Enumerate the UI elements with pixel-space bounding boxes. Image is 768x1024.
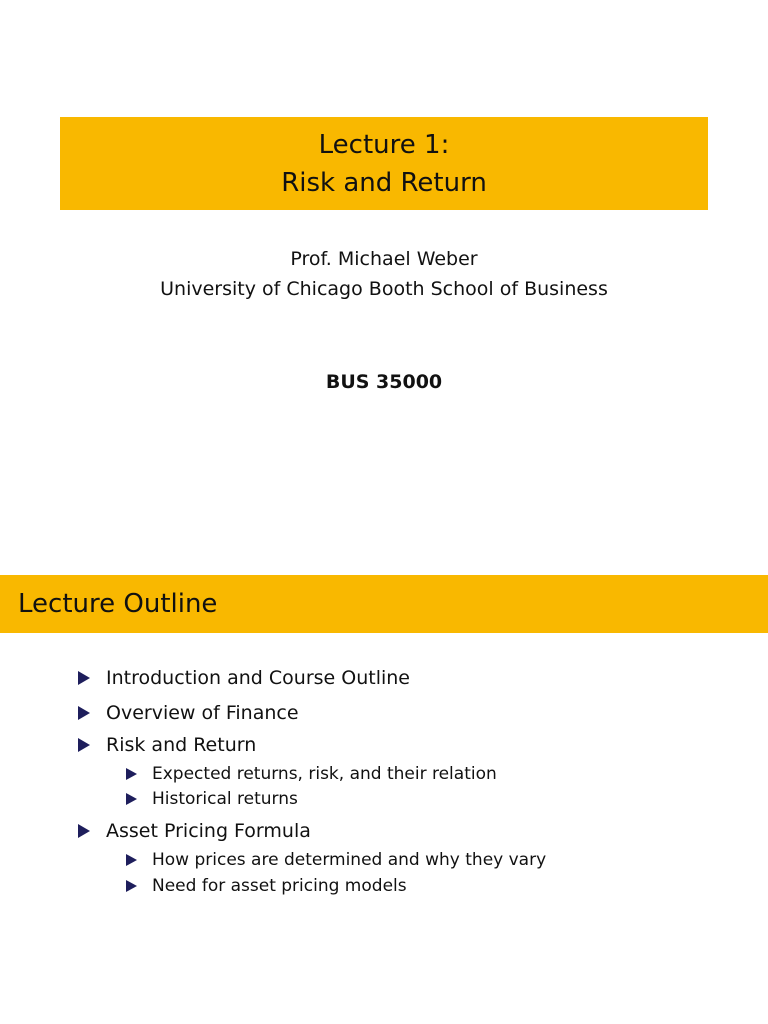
outline-subitem-label: Historical returns [152, 789, 298, 809]
author-block [0, 244, 768, 304]
outline-subitem [126, 762, 497, 786]
outline-item-label: Risk and Return [106, 734, 257, 756]
outline-item [78, 699, 299, 727]
institution-name: University of Chicago Booth School of Business [160, 278, 608, 300]
outline-subitem-label: Expected returns, risk, and their relation [152, 764, 497, 784]
triangle-bullet-icon [78, 671, 90, 685]
outline-subitem-label: Need for asset pricing models [152, 876, 407, 896]
author-name: Prof. Michael Weber [290, 248, 478, 270]
triangle-bullet-icon [126, 793, 137, 805]
triangle-bullet-icon [126, 854, 137, 866]
triangle-bullet-icon [78, 824, 90, 838]
outline-item [78, 664, 410, 692]
title-box [60, 117, 708, 210]
outline-subitem [126, 848, 546, 872]
triangle-bullet-icon [78, 738, 90, 752]
triangle-bullet-icon [78, 706, 90, 720]
course-code: BUS 35000 [325, 371, 443, 393]
frame-title: Lecture Outline [18, 589, 218, 619]
frame-header [0, 575, 768, 633]
outline-item [78, 817, 311, 845]
triangle-bullet-icon [126, 768, 137, 780]
triangle-bullet-icon [126, 880, 137, 892]
lecture-number: Lecture 1: [318, 129, 450, 160]
outline-subitem [126, 787, 298, 811]
outline-subitem-label: How prices are determined and why they vary [152, 850, 547, 870]
lecture-title: Risk and Return [281, 167, 487, 198]
outline-item-label: Asset Pricing Formula [106, 820, 311, 842]
outline-item [78, 731, 256, 759]
outline-item-label: Overview of Finance [106, 702, 299, 724]
outline-subitem [126, 874, 407, 898]
outline-item-label: Introduction and Course Outline [106, 667, 410, 689]
